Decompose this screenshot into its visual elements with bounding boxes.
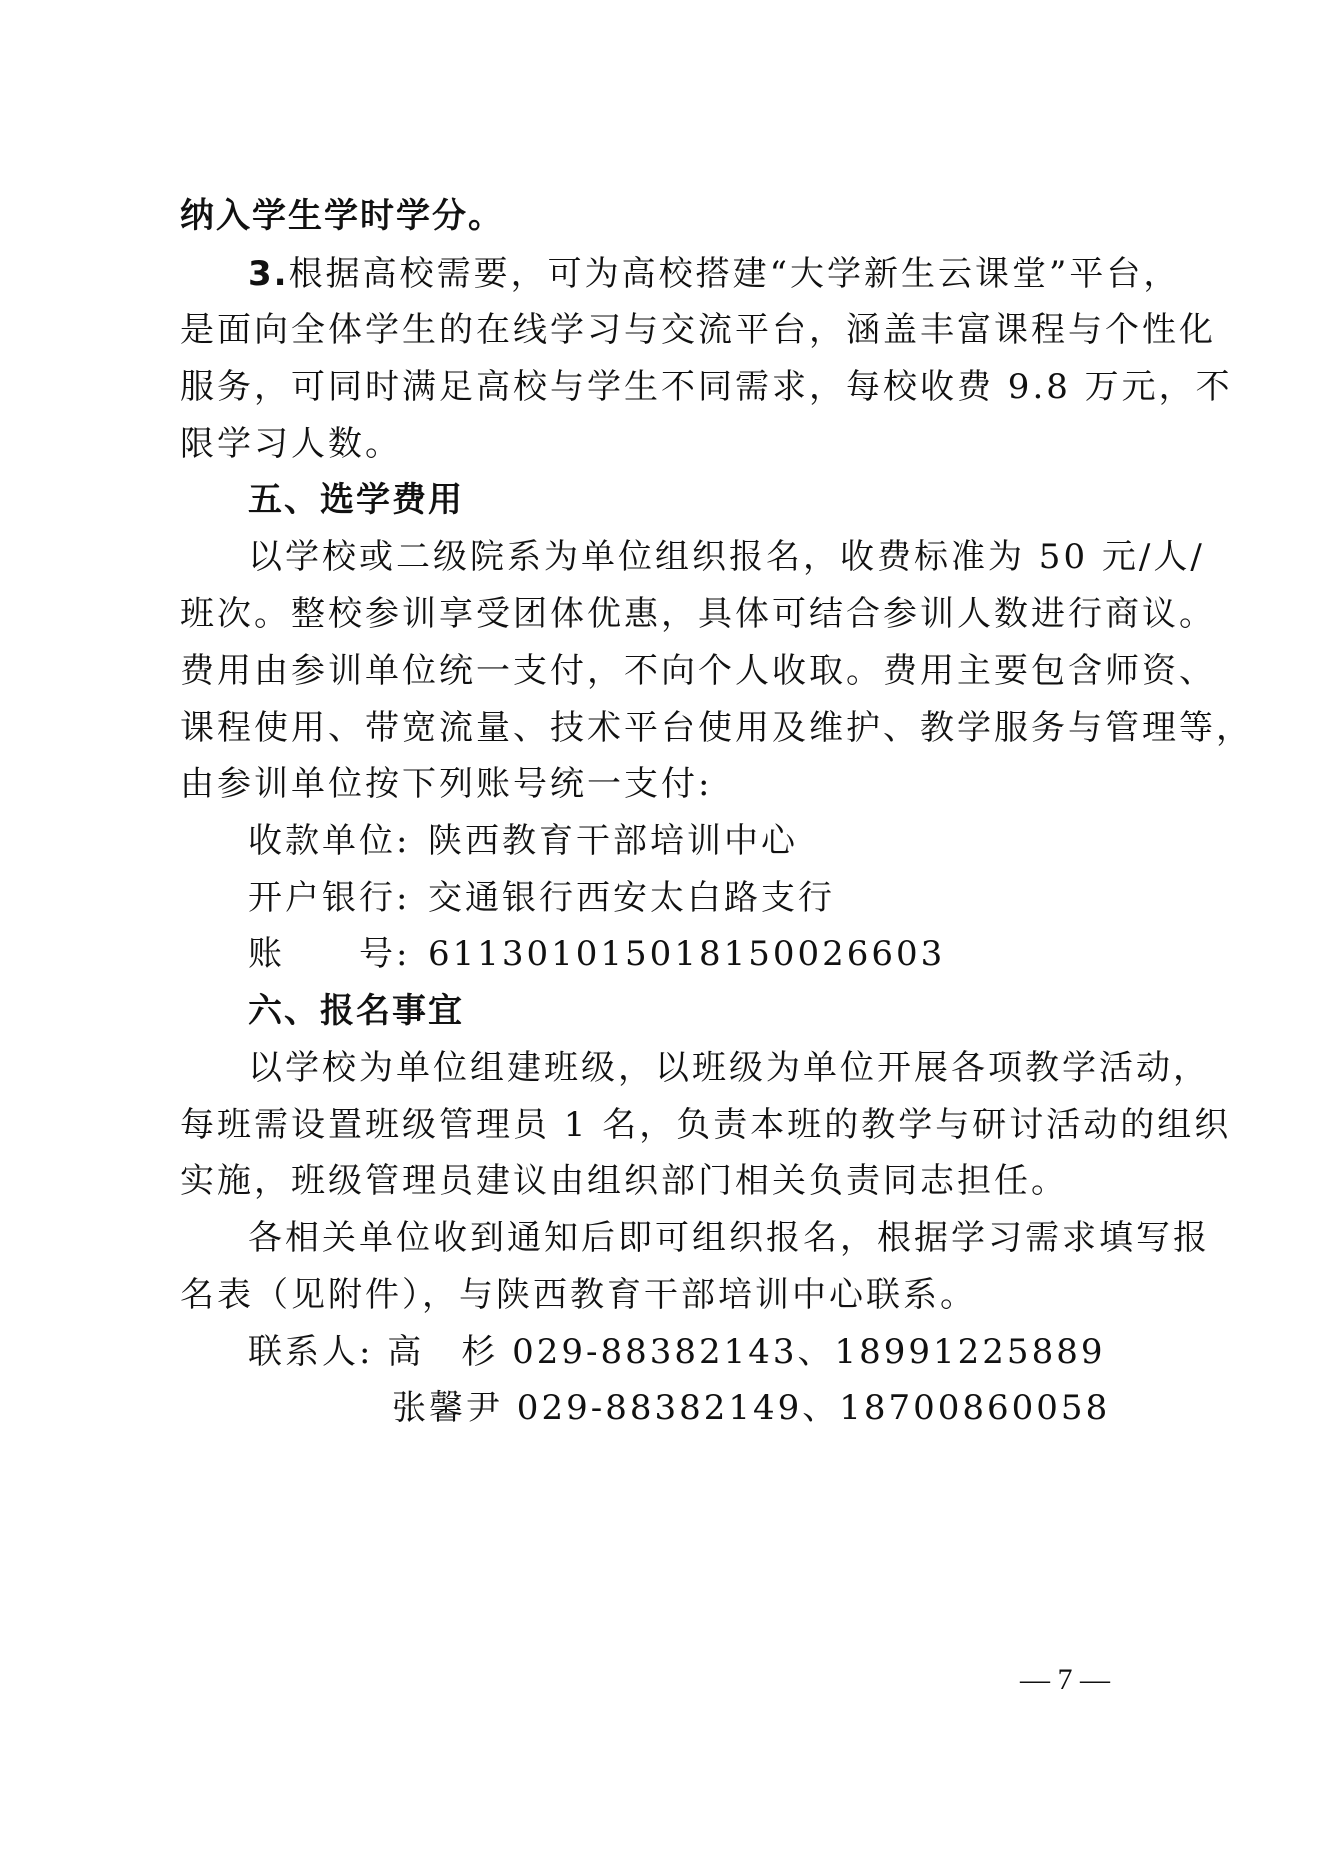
paragraph-text: 根据高校需要，可为高校搭建“大学新生云课堂”平台， [288,254,1181,294]
page-number: — 7 — [1020,1663,1110,1696]
section-heading: 六、报名事宜 [248,991,464,1031]
paragraph-line: 以学校或二级院系为单位组织报名，收费标准为 50 元/人/ [248,537,1205,577]
payee-value: 陕西教育干部培训中心 [428,821,798,861]
paragraph-line: 名表（见附件），与陕西教育干部培训中心联系。 [180,1275,977,1315]
paragraph-line: 班次。整校参训享受团体优惠，具体可结合参训人数进行商议。 [180,594,1216,634]
paragraph-line: 实施，班级管理员建议由组织部门相关负责同志担任。 [180,1161,1068,1201]
paragraph-line: 各相关单位收到通知后即可组织报名，根据学习需求填写报 [248,1218,1210,1258]
paragraph-line: 是面向全体学生的在线学习与交流平台，涵盖丰富课程与个性化 [180,310,1216,350]
paragraph-line: 课程使用、带宽流量、技术平台使用及维护、教学服务与管理等， [180,708,1253,748]
paragraph-line: 限学习人数。 [180,424,402,464]
payee-label: 收款单位: [248,821,411,861]
account-value: 611301015018150026603 [428,934,946,974]
bank-line [248,868,1160,928]
account-label: 账 号: [248,934,411,974]
bank-value: 交通银行西安太白路支行 [428,878,835,918]
paragraph-line: 每班需设置班级管理员 1 名，负责本班的教学与研讨活动的组织 [180,1105,1232,1145]
contact-line: 联系人: 高 杉 029-88382143、18991225889 [248,1332,1106,1372]
account-line [248,924,1160,984]
paragraph-line: 由参训单位按下列账号统一支付: [180,764,713,804]
paragraph-line [248,244,1181,304]
contact-line: 张馨尹 029-88382149、18700860058 [392,1388,1111,1428]
payee-line [248,811,1160,871]
item-number: 3. [248,254,289,294]
paragraph-line: 费用由参训单位统一支付，不向个人收取。费用主要包含师资、 [180,651,1216,691]
paragraph-line: 以学校为单位组建班级，以班级为单位开展各项教学活动， [248,1048,1210,1088]
section-heading: 五、选学费用 [248,480,464,520]
bank-label: 开户银行: [248,878,411,918]
paragraph-line: 服务，可同时满足高校与学生不同需求，每校收费 9.8 万元，不 [180,367,1233,407]
paragraph-line: 纳入学生学时学分。 [180,196,504,236]
